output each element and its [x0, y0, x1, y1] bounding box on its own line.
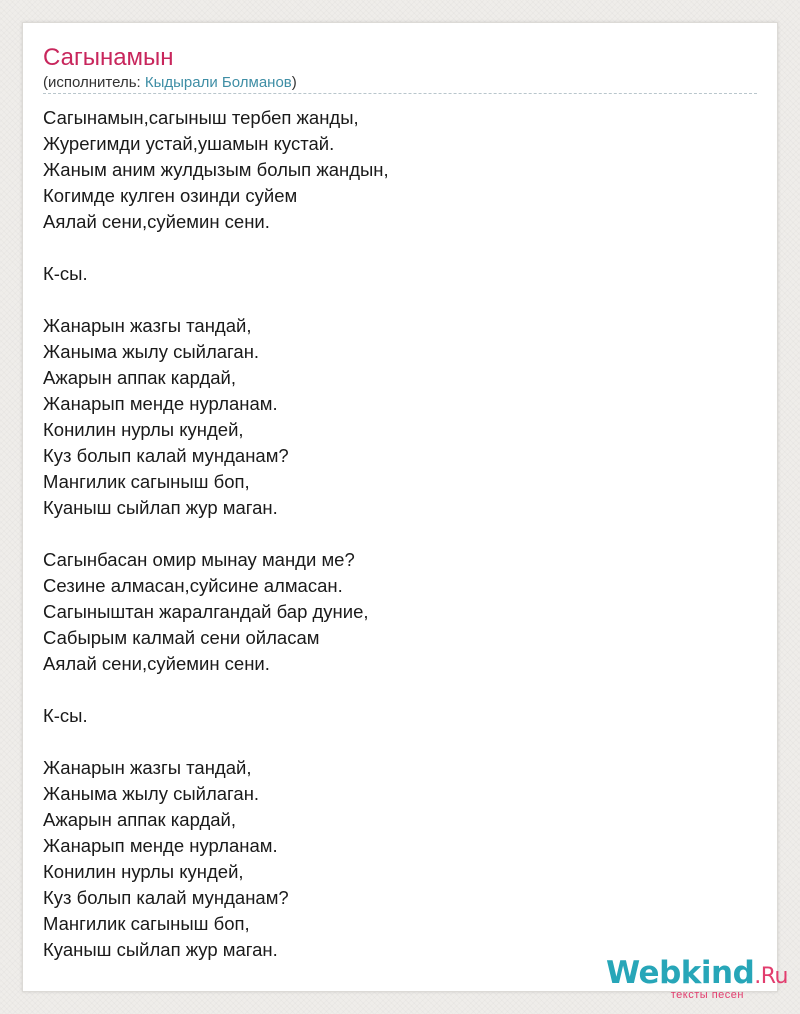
lyric-line: Куаныш сыйлап жур маган.	[43, 497, 278, 518]
lyric-line: К-сы.	[43, 263, 88, 284]
lyric-line: Аялай сени,суйемин сени.	[43, 211, 270, 232]
lyric-line: Мангилик сагыныш боп,	[43, 913, 250, 934]
song-title: Сагынамын	[43, 44, 174, 71]
lyric-line: Аялай сени,суйемин сени.	[43, 653, 270, 674]
lyric-line: Конилин нурлы кундей,	[43, 419, 244, 440]
lyric-line: Жанарып менде нурланам.	[43, 393, 278, 414]
lyric-blank-line	[43, 677, 743, 703]
lyric-line: Куз болып калай мунданам?	[43, 445, 289, 466]
lyric-line: Жаныма жылу сыйлаган.	[43, 783, 260, 804]
lyric-line: Жанарын жазгы тандай,	[43, 757, 252, 778]
lyric-line: Ажарын аппак кардай,	[43, 367, 237, 388]
lyric-line: Мангилик сагыныш боп,	[43, 471, 250, 492]
lyrics-text	[43, 105, 743, 963]
lyric-blank-line	[43, 235, 743, 261]
artist-line	[43, 74, 297, 92]
lyric-line: Журегимди устай,ушамын кустай.	[43, 133, 335, 154]
lyric-line: Жаныма жылу сыйлаган.	[43, 341, 260, 362]
artist-suffix: )	[291, 74, 297, 91]
webkind-logo[interactable]	[602, 954, 792, 1006]
lyric-line: К-сы.	[43, 705, 88, 726]
lyric-line: Куз болып калай мунданам?	[43, 887, 289, 908]
lyric-line: Сагыныштан жаралгандай бар дуние,	[43, 601, 369, 622]
lyric-line: Ажарын аппак кардай,	[43, 809, 237, 830]
lyric-line: Сабырым калмай сени ойласам	[43, 627, 320, 648]
lyric-line: Сагынамын,сагыныш тербеп жанды,	[43, 107, 359, 128]
logo-tld: .Ru	[754, 964, 788, 989]
logo-tagline: тексты песен	[670, 989, 744, 1001]
lyric-line: Когимде кулген озинди суйем	[43, 185, 298, 206]
artist-link[interactable]: Кыдырали Болманов	[144, 74, 292, 91]
lyric-line: Конилин нурлы кундей,	[43, 861, 244, 882]
lyric-line: Куаныш сыйлап жур маган.	[43, 939, 278, 960]
lyric-line: Жанарын жазгы тандай,	[43, 315, 252, 336]
lyric-line: Жаным аним жулдызым болып жандын,	[43, 159, 389, 180]
lyric-blank-line	[43, 287, 743, 313]
logo-word: Webkind	[605, 955, 755, 991]
lyrics-card	[22, 22, 778, 992]
lyric-blank-line	[43, 521, 743, 547]
title-divider	[43, 93, 757, 94]
lyric-blank-line	[43, 729, 743, 755]
lyric-line: Сагынбасан омир мынау манди ме?	[43, 549, 355, 570]
lyric-line: Сезине алмасан,суйсине алмасан.	[43, 575, 343, 596]
lyric-line: Жанарып менде нурланам.	[43, 835, 278, 856]
artist-prefix: (исполнитель:	[43, 74, 145, 91]
